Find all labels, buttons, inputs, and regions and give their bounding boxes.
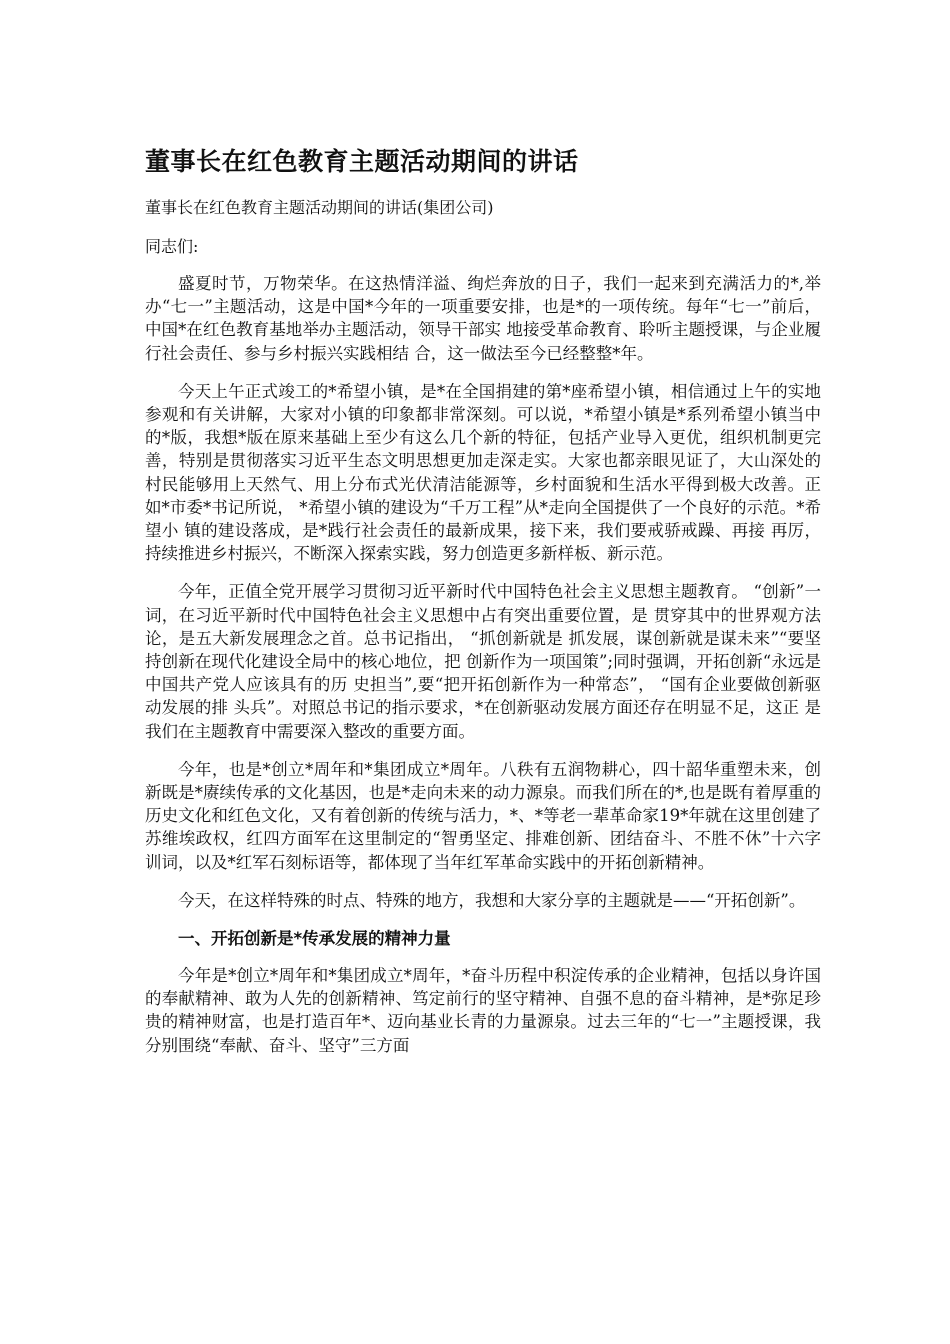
section-heading: 一、开拓创新是*传承发展的精神力量 [178, 929, 451, 949]
paragraph: 盛夏时节，万物荣华。在这热情洋溢、绚烂奔放的日子，我们一起来到充满活力的*,举办“七一”主题活动，这是中国*今年的一项重要安排，也是*的一项传统。每年“七一”前后，中国*在红色教育基地举办主题活动，领导干部实 地接受革命教育、聆听主题授课，与企业履行社会责任、参与乡村振兴实践相结 合，这一做法至今已经整整*年。 [145, 274, 821, 363]
document-subtitle: 董事长在红色教育主题活动期间的讲话(集团公司) [145, 198, 494, 217]
paragraph: 今年是*创立*周年和*集团成立*周年，*奋斗历程中积淀传承的企业精神，包括以身许国的奉献精神、敢为人先的创新精神、笃定前行的坚守精神、自强不息的奋斗精神，是*弥足珍贵的精神财富，也是打造百年*、迈向基业长青的力量源泉。过去三年的“七一”主题授课，我分别围绕“奉献、奋斗、坚守”三方面 [145, 966, 821, 1055]
document-title: 董事长在红色教育主题活动期间的讲话 [145, 147, 579, 176]
paragraph: 今天上午正式竣工的*希望小镇，是*在全国捐建的第*座希望小镇，相信通过上午的实地参观和有关讲解，大家对小镇的印象都非常深刻。可以说，*希望小镇是*系列希望小镇当中的*版，我想*版在原来基础上至少有这么几个新的特征，包括产业导入更优，组织机制更完善，特别是贯彻落实习近平生态文明思想更加走深走实。大家也都亲眼见证了，大山深处的村民能够用上天然气、用上分布式光伏清洁能源等，乡村面貌和生活水平得到极大改善。正如*市委*书记所说， *希望小镇的建设为“千万工程”从*走向全国提供了一个良好的示范。*希望小 镇的建设落成，是*践行社会责任的最新成果，接下来，我们要戒骄戒躁、再接 再厉，持续推进乡村振兴，不断深入探索实践，努力创造更多新样板、新示范。 [145, 381, 821, 564]
paragraph: 今年，也是*创立*周年和*集团成立*周年。八秩有五润物耕心，四十韶华重塑未来，创新既是*赓续传承的文化基因，也是*走向未来的动力源泉。而我们所在的*,也是既有着厚重的历史文化和红色文化，又有着创新的传统与活力，*、*等老一辈革命家19*年就在这里创建了苏维埃政权，红四方面军在这里制定的“智勇坚定、排难创新、团结奋斗、不胜不休”十六字训词，以及*红军石刻标语等，都体现了当年红军革命实践中的开拓创新精神。 [145, 759, 821, 872]
salutation: 同志们: [145, 237, 199, 256]
paragraph: 今年，正值全党开展学习贯彻习近平新时代中国特色社会主义思想主题教育。 “创新”一词，在习近平新时代中国特色社会主义思想中占有突出重要位置，是 贯穿其中的世界观方法论，是五大新发展理念之首。总书记指出， “抓创新就是 抓发展，谋创新就是谋未来”“要坚持创新在现代化建设全局中的核心地位，把 创新作为一项国策”;同时强调，开拓创新“永远是中国共产党人应该具有的历 史担当”,要“把开拓创新作为一种常态”， “国有企业要做创新驱动发展的排 头兵”。对照总书记的指示要求，*在创新驱动发展方面还存在明显不足，这正 是我们在主题教育中需要深入整改的重要方面。 [145, 582, 821, 741]
document-page [145, 142, 821, 1072]
paragraph: 今天，在这样特殊的时点、特殊的地方，我想和大家分享的主题就是——“开拓创新”。 [178, 890, 806, 910]
